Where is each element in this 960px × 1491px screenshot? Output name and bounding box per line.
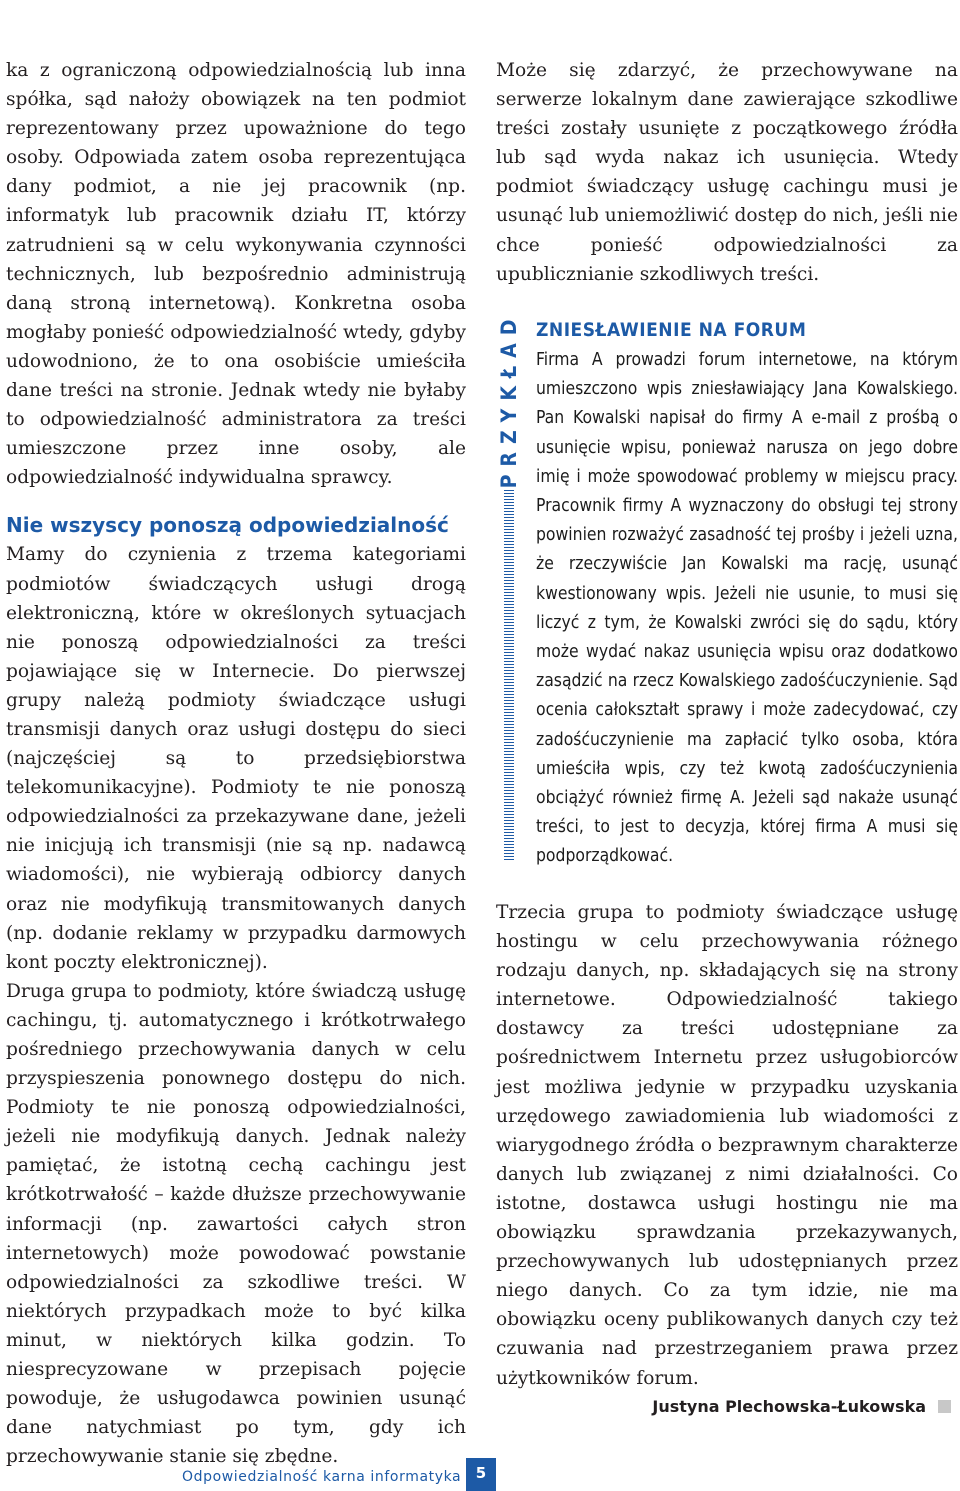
example-label-box: [496, 311, 522, 489]
footer-title: Odpowiedzialność karna informatyka: [182, 1469, 462, 1485]
example-text: Firma A prowadzi forum internetowe, na którym umieszczono wpis zniesławiający Jana Kowalskiego. Pan Kowalski napisał do firmy A e-mail z prośbą o usunięcie wpisu, ponieważ narusza on jego dobre imię i może spowodować problemy w miejscu pracy. Pracownik firmy A wyznaczony do obsługi tej strony powinien rozważyć zasadność tej prośby i jeżeli uzna, że rzeczywiście Jan Kowalski ma rację, usunąć kwestionowany wpis. Jeżeli nie usunie, to musi się liczyć z tym, że Kowalski zwróci się do sądu, który może wydać nakaz usunięcia wpisu oraz dodatkowo zasądzić na rzecz Kowalskiego zadośćuczynienie. Sąd ocenia całokształt sprawy i może zadecydować, czy zadośćuczynienie ma zapłacić tylko osoba, która umieściła wpis, czy też kwotą zadośćuczynienia obciążyć również firmę A. Jeżeli sąd nakaże usunąć treści, to jest to decyzja, której firma A musi się podporządkować.: [536, 350, 958, 867]
left-paragraph-2: Mamy do czynienia z trzema kategoriami podmiotów świadczących usługi drogą elektroniczną, które w określonych sytuacjach nie ponoszą odpowiedzialności za treści pojawiające się w Internecie. Do pierwszej grupy należą podmioty świadczące usługi transmisji danych oraz usługi dostępu do sieci (najczęściej są to przedsiębiorstwa telekomunikacyjne). Podmioty te nie ponoszą odpowiedzialności za przekazywane dane, jeżeli nie inicjują ich transmisji (nie są np. nadawcą wiadomości), nie wybierają odbiorcy danych oraz nie modyfikują transmitowanych danych (np. dodanie reklamy w przypadku darmowych kont poczty elektronicznej).: [6, 544, 466, 973]
example-title: ZNIESŁAWIENIE NA FORUM: [536, 319, 807, 341]
right-column-bottom: [496, 898, 958, 1393]
left-paragraph-3: Druga grupa to podmioty, które świadczą usługę cachingu, tj. automatycznego i krótkotrwałego pośredniego przechowywania danych w celu przyspieszenia ponownego dostępu do nich. Podmioty te nie ponoszą odpowiedzialności, jeżeli nie modyfikują danych. Jednak należy pamiętać, że istotną cechą cachingu jest krótkotrwałość – każde dłuższe przechowywanie informacji (np. zawartości całych stron internetowych) może powodować powstanie odpowiedzialności za szkodliwe treści. W niektórych przypadkach może to być kilka minut, w niektórych kilka godzin. To niesprecyzowane w przepisach pojęcie powoduje, że usługodawca powinien usunąć dane natychmiast po tym, gdy ich przechowywanie stanie się zbędne.: [6, 980, 466, 1468]
example-label: PRZYKŁAD: [497, 311, 521, 489]
page-number: 5: [466, 1458, 496, 1491]
section-heading: Nie wszyscy ponoszą odpowiedzialność: [6, 513, 449, 538]
end-mark-icon: [938, 1400, 951, 1413]
example-tick-pattern: [504, 490, 514, 860]
example-box: [536, 318, 958, 872]
right-paragraph-2: Trzecia grupa to podmioty świadczące usługę hostingu w celu przechowywania różnego rodzaju danych, np. składających się na strony internetowe. Odpowiedzialność takiego dostawcy za treści udostępniane za pośrednictwem Internetu przez usługobiorców jest możliwa jedynie w przypadku uzyskania urzędowego zawiadomienia lub wiadomości z wiarygodnego źródła o bezprawnym charakterze danych lub związanej z nimi działalności. Co istotne, dostawca usługi hostingu nie ma obowiązku sprawdzania przekazywanych, przechowywanych lub udostępnianych przez niego danych. Co za tym idzie, nie ma obowiązku oceny publikowanych danych czy też czuwania nad przestrzeganiem prawa przez użytkowników forum.: [496, 902, 958, 1389]
right-column-top: [496, 56, 958, 289]
left-paragraph-1: ka z ograniczoną odpowiedzialnością lub inna spółka, sąd nałoży obowiązek na ten podmiot reprezentowany przez upoważnione do tego osoby. Odpowiada zatem osoba reprezentująca dany podmiot, a nie jej pracownik (np. informatyk lub pracownik działu IT, którzy zatrudnieni są w celu wykonywania czynności technicznych, lub bezpośrednio administrują daną stroną internetową). Konkretna osoba mogłaby ponieść odpowiedzialność wtedy, gdyby udowodniono, że to ona osobiście umieściła dane treści na stronie. Jednak wtedy nie byłaby to odpowiedzialność administratora za treści umieszczone przez inne osoby, ale odpowiedzialność indywidualna sprawcy.: [6, 60, 466, 489]
right-paragraph-1: Może się zdarzyć, że przechowywane na serwerze lokalnym dane zawierające szkodliwe treści zostały usunięte z początkowego źródła lub sąd wyda nakaz ich usunięcia. Wtedy podmiot świadczący usługę cachingu musi je usunąć lub uniemożliwić dostęp do nich, jeśli nie chce ponieść odpowiedzialności za upublicznianie szkodliwych treści.: [496, 60, 958, 285]
author-name: Justyna Plechowska-Łukowska: [652, 1397, 926, 1416]
left-column: [6, 56, 466, 1471]
